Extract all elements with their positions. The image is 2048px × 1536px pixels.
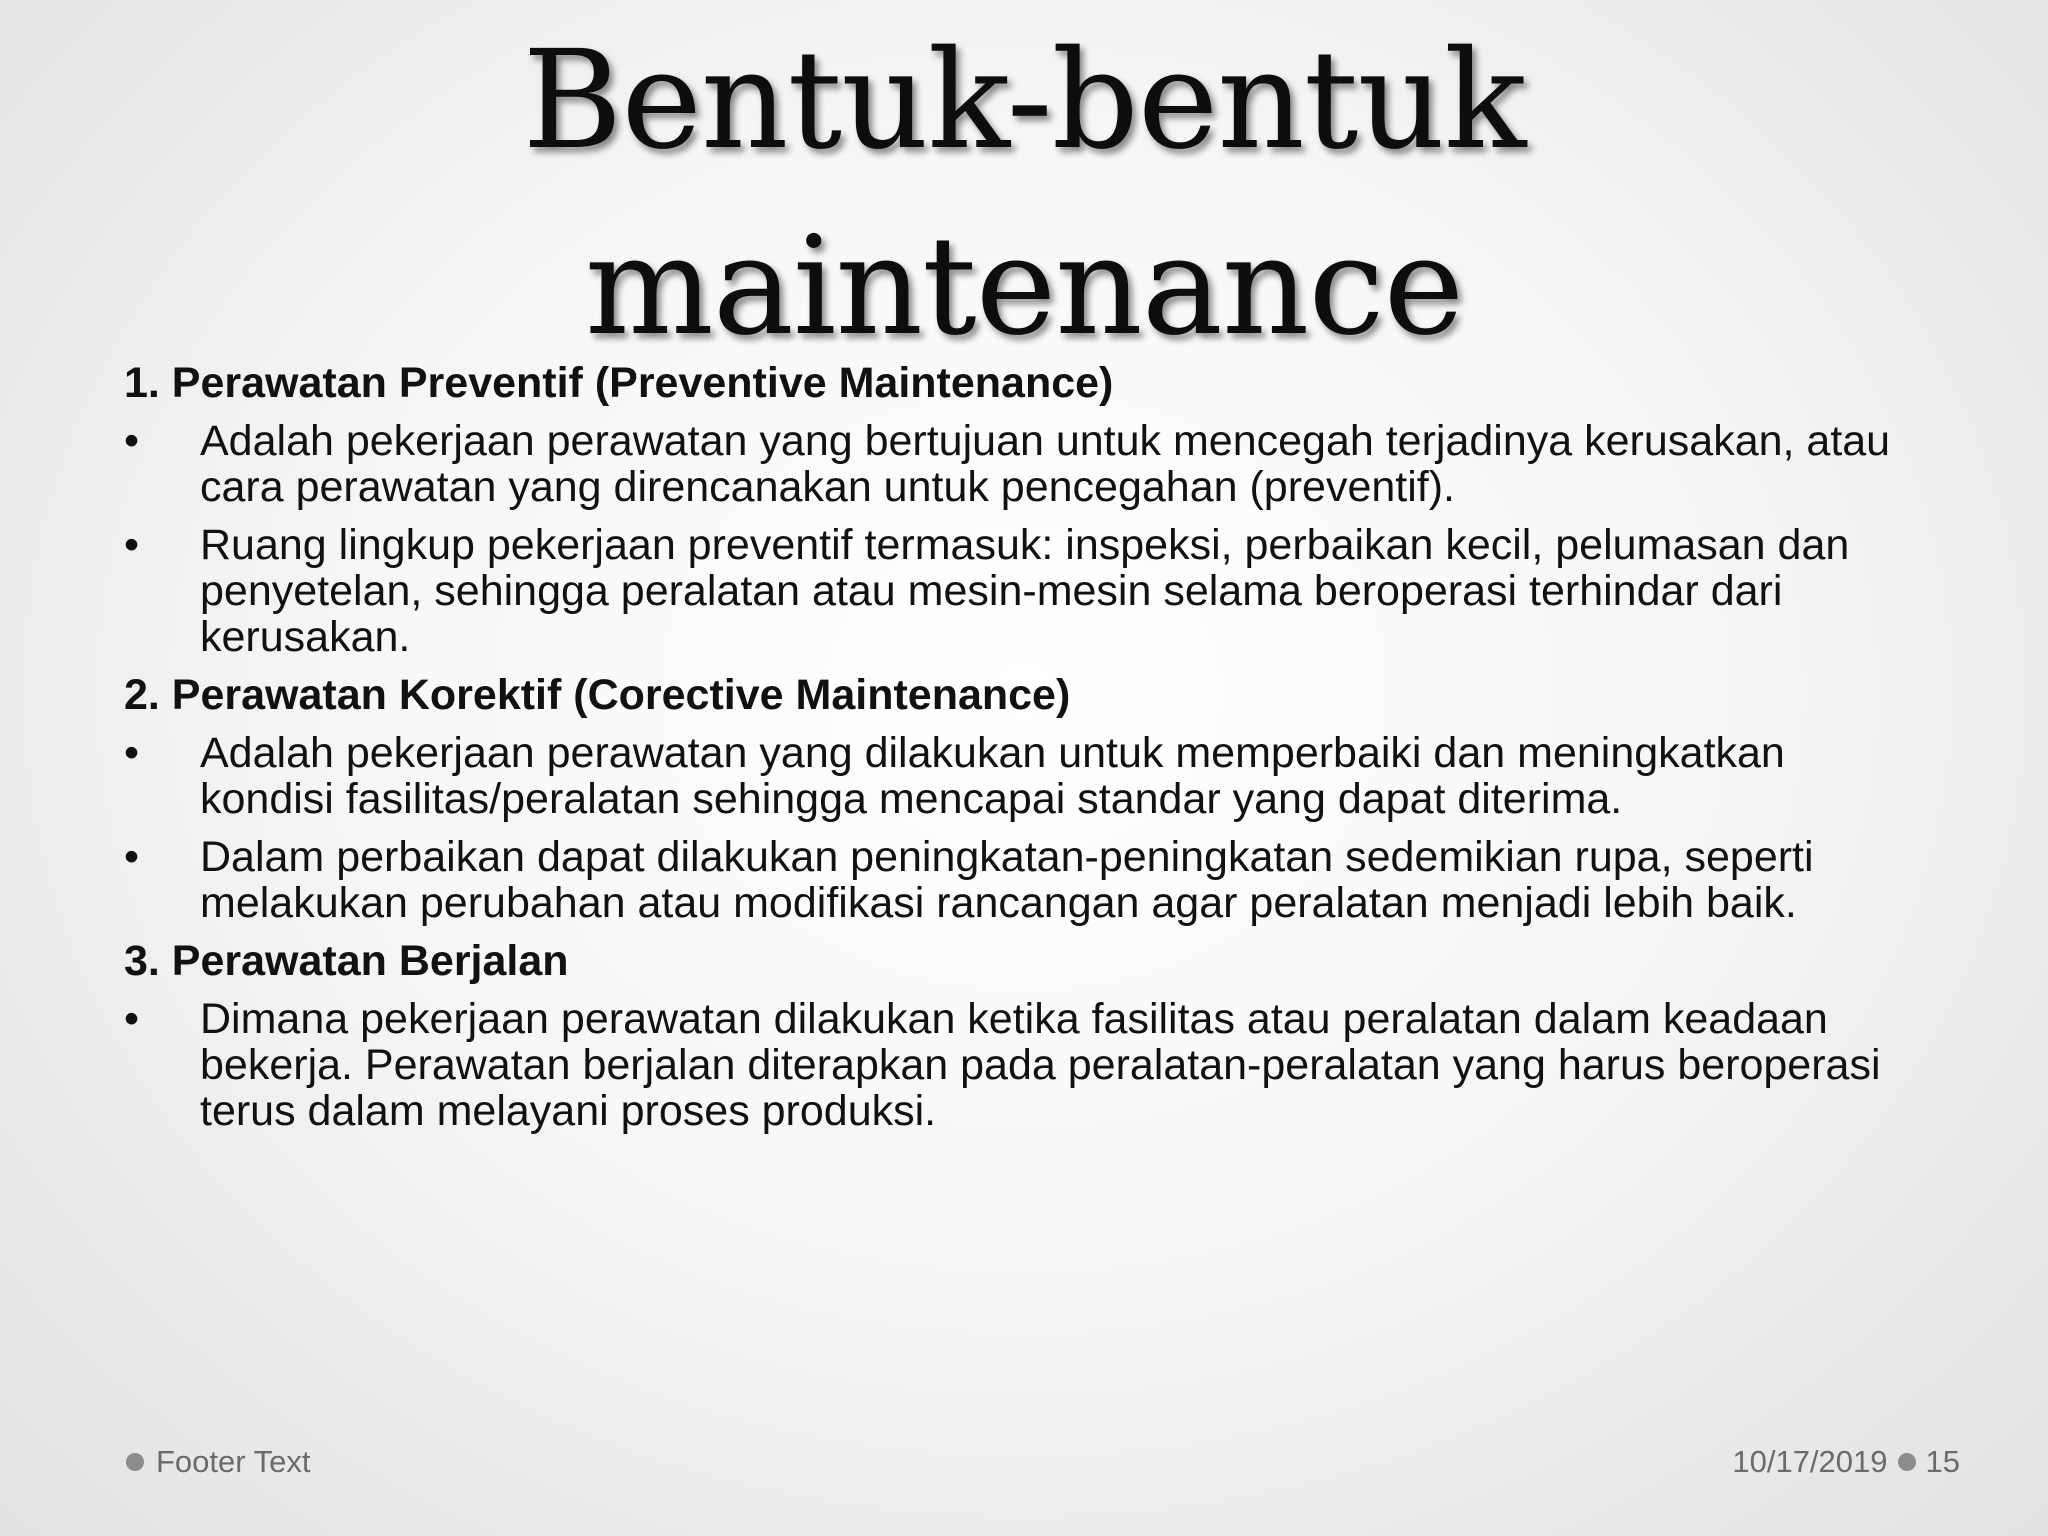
slide-title (0, 8, 2048, 380)
slide-title-line-1: Bentuk-bentuk (522, 22, 1526, 180)
footer-left (126, 1444, 311, 1480)
bullet-marker: • (124, 417, 140, 465)
footer-dot-icon (126, 1453, 144, 1471)
footer-date: 10/17/2019 (1732, 1444, 1888, 1479)
section-heading-running: 3. Perawatan Berjalan (124, 937, 569, 985)
footer-right (1732, 1444, 1960, 1480)
bullet-marker: • (124, 729, 140, 777)
bullet-text: Adalah pekerjaan perawatan yang dilakukan untuk memperbaiki dan meningkatkan kondisi fasilitas/peralatan sehingga mencapai standar yang dapat diterima. (200, 729, 1785, 823)
section-heading-corrective: 2. Perawatan Korektif (Corective Maintenance) (124, 671, 1071, 719)
slide-body (124, 360, 1924, 1146)
bullet-item (124, 418, 1924, 510)
bullet-item (124, 834, 1924, 926)
bullet-text: Adalah pekerjaan perawatan yang bertujuan untuk mencegah terjadinya kerusakan, atau cara perawatan yang direncanakan untuk pencegahan (preventif). (200, 417, 1891, 511)
bullet-text: Dimana pekerjaan perawatan dilakukan ketika fasilitas atau peralatan dalam keadaan bekerja. Perawatan berjalan diterapkan pada peralatan-peralatan yang harus beroperasi terus dalam melayani proses produksi. (200, 995, 1881, 1135)
slide-title-line-2: maintenance (584, 208, 1464, 366)
bullet-item (124, 522, 1924, 660)
bullet-text: Dalam perbaikan dapat dilakukan peningkatan-peningkatan sedemikian rupa, seperti melakukan perubahan atau modifikasi rancangan agar peralatan menjadi lebih baik. (200, 833, 1814, 927)
page-number: 15 (1925, 1444, 1960, 1479)
bullet-marker: • (124, 995, 140, 1043)
footer-text: Footer Text (156, 1444, 311, 1479)
bullet-item (124, 996, 1924, 1134)
bullet-item (124, 730, 1924, 822)
bullet-marker: • (124, 521, 140, 569)
bullet-text: Ruang lingkup pekerjaan preventif termasuk: inspeksi, perbaikan kecil, pelumasan dan penyetelan, sehingga peralatan atau mesin-mesin selama beroperasi terhindar dari kerusakan. (200, 521, 1850, 661)
bullet-marker: • (124, 833, 140, 881)
section-heading-preventive: 1. Perawatan Preventif (Preventive Maintenance) (124, 359, 1114, 407)
footer-dot-icon (1898, 1453, 1916, 1471)
